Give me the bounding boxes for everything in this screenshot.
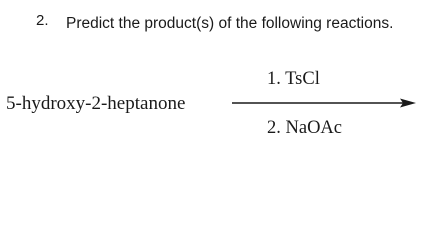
right-arrow-icon [232,96,416,110]
question-prompt: Predict the product(s) of the following reactions. [66,15,394,32]
reagent-step-2: 2. NaOAc [267,118,343,138]
reagent-step-1: 1. TsCl [267,69,320,89]
reactant-name: 5-hydroxy-2-heptanone [6,93,186,114]
question-number: 2. [36,12,49,29]
